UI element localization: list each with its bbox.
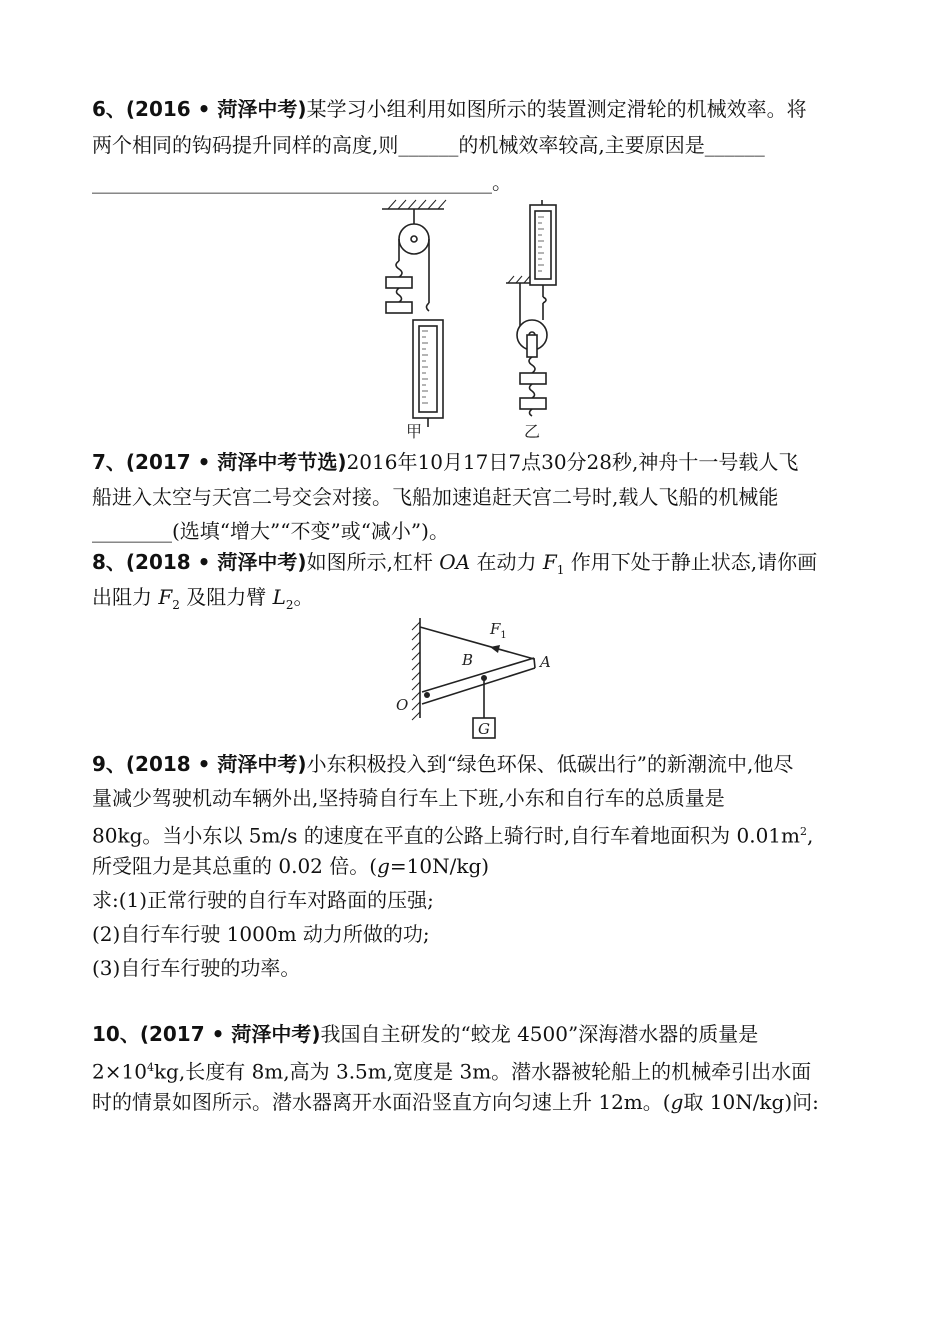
q10-line2-sup: 4 <box>146 1061 154 1074</box>
force-f1: F <box>542 550 557 574</box>
label-g: G <box>478 720 490 738</box>
force-f2: F <box>158 585 173 609</box>
q10-line-2 <box>92 1056 811 1084</box>
pulley-figure <box>370 195 590 445</box>
force-f1-sub: 1 <box>556 563 565 577</box>
label-f1: $F_1$ <box>490 620 507 641</box>
lever-oa: OA <box>439 550 471 574</box>
arm-l2: L <box>272 585 286 609</box>
q6-number: 6、(2016 • 菏泽中考) <box>92 97 307 121</box>
gravity-g-q10: g <box>670 1090 684 1114</box>
q10-line3-pre: 时的情景如图所示。潜水器离开水面沿竖直方向匀速上升 12m。( <box>92 1090 671 1114</box>
q8-line-2 <box>92 585 314 617</box>
label-b: B <box>462 651 474 669</box>
q9-line3-post: , <box>807 823 814 848</box>
q10-line2-pre: 2×10 <box>92 1059 147 1084</box>
q6-line-3: ________________________________________。 <box>92 170 512 194</box>
q6-line-2: 两个相同的钩码提升同样的高度,则______的机械效率较高,主要原因是______ <box>92 133 765 157</box>
q9-line3-pre: 80kg。当小东以 5m/s 的速度在平直的公路上骑行时,自行车着地面积为 0.01m <box>92 823 800 848</box>
q7-number: 7、(2017 • 菏泽中考节选) <box>92 450 347 474</box>
q9-line4-post: =10N/kg) <box>389 854 490 878</box>
q9-line3-sup: 2 <box>800 825 807 838</box>
q8-text-mid: 在动力 <box>470 550 543 574</box>
q10-number: 10、(2017 • 菏泽中考) <box>92 1022 321 1046</box>
q9-line-3 <box>92 820 813 848</box>
q9-line-2: 量减少驾驶机动车辆外出,坚持骑自行车上下班,小东和自行车的总质量是 <box>92 786 725 810</box>
q8-line-1 <box>92 550 817 582</box>
q9-number: 9、(2018 • 菏泽中考) <box>92 752 307 776</box>
q8-text-post: 作用下处于静止状态,请你画 <box>564 550 818 574</box>
q9-line-5: 求:(1)正常行驶的自行车对路面的压强; <box>92 888 434 912</box>
q9-text-1: 小东积极投入到“绿色环保、低碳出行”的新潮流中,他尽 <box>306 752 794 776</box>
q9-line4-pre: 所受阻力是其总重的 0.02 倍。( <box>92 854 378 878</box>
label-o: O <box>396 696 409 714</box>
figure-label-jia: 甲 <box>406 422 423 441</box>
q9-line-6: (2)自行车行驶 1000m 动力所做的功; <box>92 922 430 946</box>
q7-line-3: ________(选填“增大”“不变”或“减小”)。 <box>92 519 449 543</box>
q8-text-pre: 如图所示,杠杆 <box>306 550 440 574</box>
q8-line2-post: 。 <box>293 585 314 609</box>
q6-line-1 <box>92 97 807 121</box>
q10-text-1: 我国自主研发的“蛟龙 4500”深海潜水器的质量是 <box>320 1022 759 1046</box>
lever-figure <box>390 612 560 742</box>
q8-line2-pre: 出阻力 <box>92 585 159 609</box>
q7-line-1 <box>92 450 798 474</box>
q8-number: 8、(2018 • 菏泽中考) <box>92 550 307 574</box>
q10-line-1 <box>92 1022 758 1046</box>
q9-line-4 <box>92 854 489 878</box>
q7-line-2: 船进入太空与天宫二号交会对接。飞船加速追赶天宫二号时,载人飞船的机械能 <box>92 485 779 509</box>
q10-line3-post: 取 10N/kg)问: <box>683 1090 819 1114</box>
label-a: A <box>540 653 551 671</box>
q7-text-1: 2016年10月17日7点30分28秒,神舟十一号载人飞 <box>346 450 799 474</box>
q10-line2-post: kg,长度有 8m,高为 3.5m,宽度是 3m。潜水器被轮船上的机械牵引出水面 <box>153 1059 812 1084</box>
q6-text-1: 某学习小组利用如图所示的装置测定滑轮的机械效率。将 <box>306 97 807 121</box>
q9-line-1 <box>92 752 793 776</box>
gravity-g: g <box>377 854 390 878</box>
q9-line-7: (3)自行车行驶的功率。 <box>92 956 301 980</box>
figure-label-yi: 乙 <box>524 422 541 441</box>
q8-line2-mid: 及阻力臂 <box>179 585 273 609</box>
force-f2-sub: 2 <box>172 598 180 612</box>
arm-l2-sub: 2 <box>285 598 294 612</box>
q10-line-3 <box>92 1090 819 1114</box>
